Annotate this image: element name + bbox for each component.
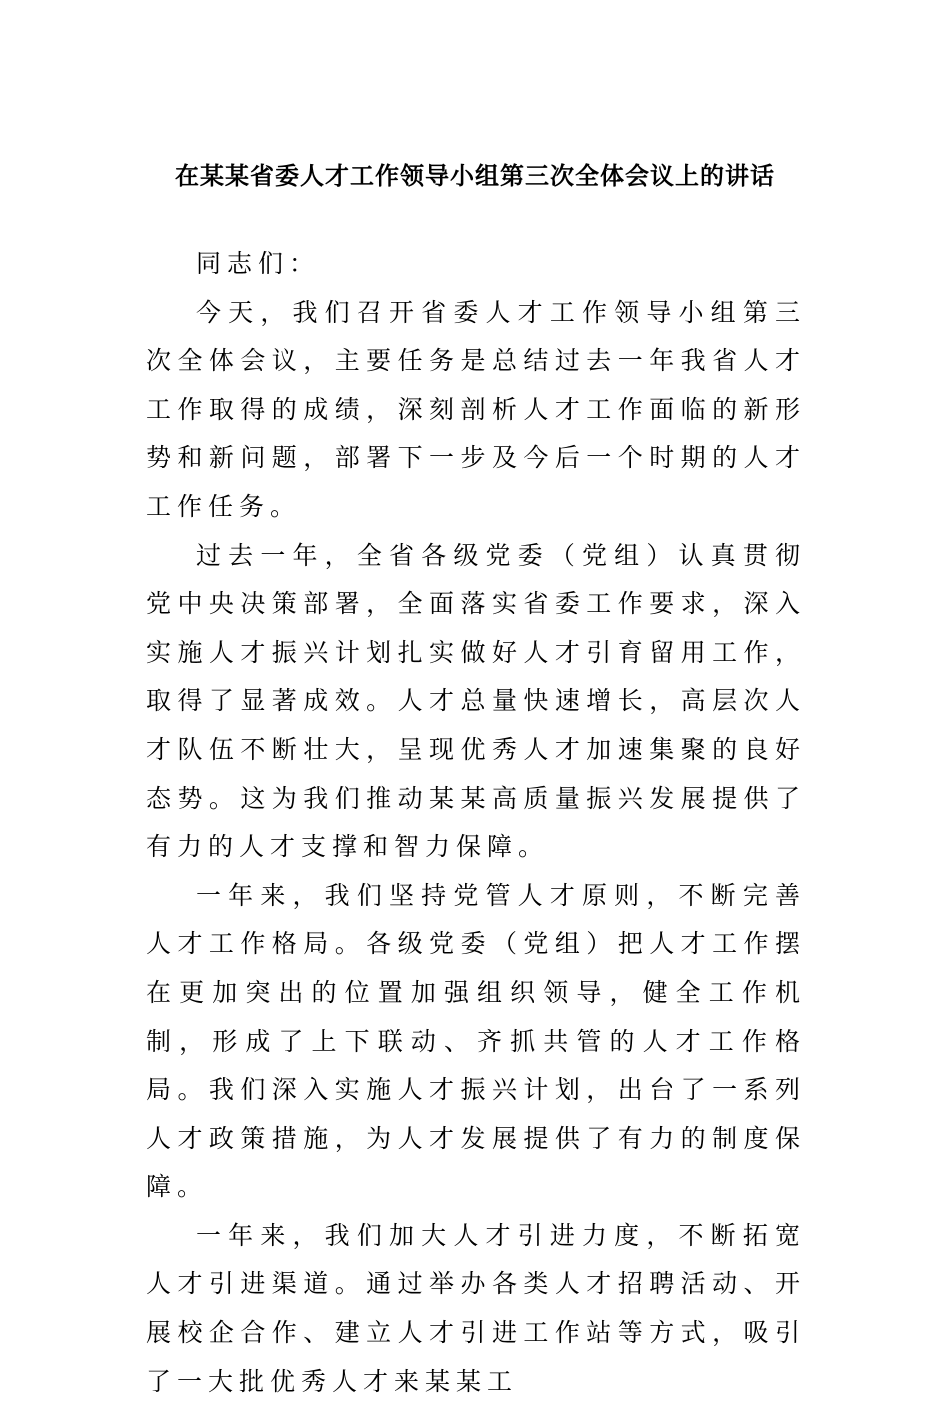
body-paragraph: 一年来，我们加大人才引进力度，不断拓宽人才引进渠道。通过举办各类人才招聘活动、开展校企合作、建立人才引进工作站等方式，吸引了一大批优秀人才来某某工: [146, 1220, 806, 1396]
body-paragraph: 一年来，我们坚持党管人才原则，不断完善人才工作格局。各级党委（党组）把人才工作摆在更加突出的位置加强组织领导，健全工作机制，形成了上下联动、齐抓共管的人才工作格局。我们深入实施人才振兴计划，出台了一系列人才政策措施，为人才发展提供了有力的制度保障。: [146, 880, 806, 1202]
salutation-paragraph: 同志们：: [196, 249, 321, 278]
document-title: 在某某省委人才工作领导小组第三次全体会议上的讲话: [175, 162, 775, 190]
document-body: [146, 240, 806, 1406]
body-paragraph: 过去一年，全省各级党委（党组）认真贯彻党中央决策部署，全面落实省委工作要求，深入实施人才振兴计划扎实做好人才引育留用工作，取得了显著成效。人才总量快速增长，高层次人才队伍不断壮大，呈现优秀人才加速集聚的良好态势。这为我们推动某某高质量振兴发展提供了有力的人才支撑和智力保障。: [146, 540, 806, 862]
body-paragraph: 今天，我们召开省委人才工作领导小组第三次全体会议，主要任务是总结过去一年我省人才工作取得的成绩，深刻剖析人才工作面临的新形势和新问题，部署下一步及今后一个时期的人才工作任务。: [146, 297, 806, 521]
